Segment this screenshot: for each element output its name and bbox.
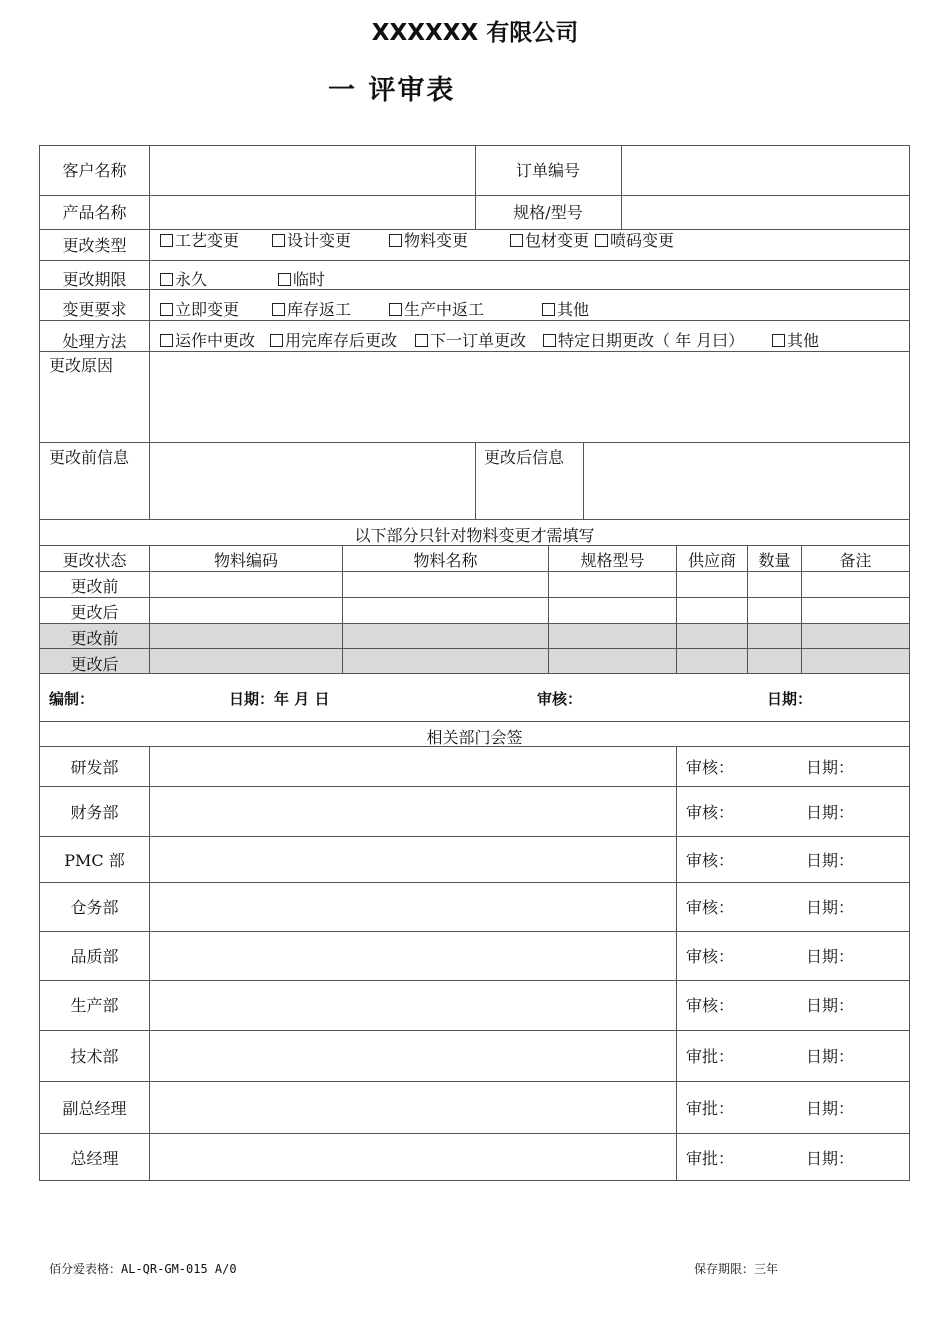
dept-action: 审核： [686, 898, 735, 917]
change-reason-label: 更改原因 [49, 356, 114, 375]
option-design-change[interactable]: 设计变更 [272, 232, 351, 250]
option-process-change[interactable]: 工艺变更 [160, 232, 239, 250]
option-change-after-stock[interactable]: 用完库存后更改 [270, 332, 397, 350]
dept-action: 审批： [686, 1149, 735, 1168]
checkbox-icon[interactable] [772, 334, 785, 347]
checkbox-icon[interactable] [595, 234, 608, 247]
col-material-name: 物料名称 [413, 551, 478, 570]
review-date-label: 日期： [767, 690, 813, 708]
checkbox-icon[interactable] [415, 334, 428, 347]
material-row-label: 更改前 [70, 629, 119, 648]
dept-date: 日期： [806, 758, 855, 777]
checkbox-icon[interactable] [270, 334, 283, 347]
checkbox-icon[interactable] [543, 334, 556, 347]
reviewer-label: 审核： [537, 690, 583, 708]
dept-action: 审核： [686, 758, 735, 777]
dept-date: 日期： [806, 898, 855, 917]
form-code: 佰分爱表格：AL-QR-GM-015 A/0 [49, 1262, 237, 1276]
dept-action: 审核： [686, 851, 735, 870]
material-row-label: 更改后 [70, 603, 119, 622]
option-permanent[interactable]: 永久 [160, 271, 207, 289]
company-name: XXXXXX 有限公司 [371, 20, 579, 46]
spec-model-label: 规格/型号 [513, 203, 583, 222]
dept-name: 总经理 [70, 1149, 119, 1168]
countersign-title: 相关部门会签 [426, 728, 523, 747]
dept-date: 日期： [806, 947, 855, 966]
change-period-label: 更改期限 [62, 270, 127, 289]
retention-period: 保存期限：三年 [694, 1262, 779, 1276]
product-name-label: 产品名称 [62, 203, 127, 222]
dept-date: 日期： [806, 1047, 855, 1066]
dept-date: 日期： [806, 803, 855, 822]
option-packaging-change[interactable]: 包材变更 [510, 232, 589, 250]
dept-name: 研发部 [70, 758, 119, 777]
dept-action: 审核： [686, 996, 735, 1015]
option-temporary[interactable]: 临时 [278, 271, 325, 289]
option-specific-date-change[interactable]: 特定日期更改（ 年 月曰） [543, 332, 744, 350]
col-remarks: 备注 [839, 551, 872, 570]
checkbox-icon[interactable] [389, 234, 402, 247]
material-row-label: 更改前 [70, 577, 119, 596]
before-info-label: 更改前信息 [49, 448, 130, 467]
dept-action: 审核： [686, 803, 735, 822]
dept-name: PMC 部 [64, 851, 125, 870]
checkbox-icon[interactable] [510, 234, 523, 247]
editor-label: 编制： [49, 690, 95, 708]
change-type-label: 更改类型 [62, 236, 127, 255]
checkbox-icon[interactable] [272, 303, 285, 316]
checkbox-icon[interactable] [389, 303, 402, 316]
form-title: 一 评审表 [328, 75, 456, 106]
material-section-note: 以下部分只针对物料变更才需填写 [354, 526, 595, 545]
dept-date: 日期： [806, 1099, 855, 1118]
customer-name-label: 客户名称 [62, 161, 127, 180]
checkbox-icon[interactable] [278, 273, 291, 286]
option-material-change[interactable]: 物料变更 [389, 232, 468, 250]
dept-action: 审批： [686, 1099, 735, 1118]
option-method-other[interactable]: 其他 [772, 332, 819, 350]
dept-name: 技术部 [70, 1047, 119, 1066]
checkbox-icon[interactable] [160, 234, 173, 247]
dept-name: 副总经理 [62, 1099, 127, 1118]
option-production-rework[interactable]: 生产中返工 [389, 301, 484, 319]
dept-date: 日期： [806, 851, 855, 870]
option-stock-rework[interactable]: 库存返工 [272, 301, 351, 319]
col-material-code: 物料编码 [213, 551, 278, 570]
checkbox-icon[interactable] [160, 303, 173, 316]
after-info-label: 更改后信息 [484, 448, 565, 467]
col-spec-model: 规格型号 [580, 551, 645, 570]
option-inkjet-change[interactable]: 喷码变更 [595, 232, 674, 250]
edit-date-label: 日期：年 月 日 [229, 690, 330, 708]
dept-action: 审核： [686, 947, 735, 966]
dept-name: 品质部 [70, 947, 119, 966]
change-requirement-label: 变更要求 [62, 300, 127, 319]
checkbox-icon[interactable] [542, 303, 555, 316]
checkbox-icon[interactable] [160, 334, 173, 347]
dept-date: 日期： [806, 996, 855, 1015]
option-change-in-operation[interactable]: 运作中更改 [160, 332, 255, 350]
option-immediate[interactable]: 立即变更 [160, 301, 239, 319]
material-row-label: 更改后 [70, 655, 119, 674]
col-change-status: 更改状态 [62, 551, 127, 570]
col-supplier: 供应商 [687, 551, 736, 570]
dept-name: 仓务部 [70, 898, 119, 917]
dept-name: 生产部 [70, 996, 119, 1015]
option-next-order-change[interactable]: 下一订单更改 [415, 332, 526, 350]
checkbox-icon[interactable] [160, 273, 173, 286]
option-requirement-other[interactable]: 其他 [542, 301, 589, 319]
handling-method-label: 处理方法 [62, 332, 127, 351]
checkbox-icon[interactable] [272, 234, 285, 247]
order-no-label: 订单编号 [515, 161, 580, 180]
col-quantity: 数量 [758, 551, 791, 570]
dept-action: 审批： [686, 1047, 735, 1066]
dept-date: 日期： [806, 1149, 855, 1168]
dept-name: 财务部 [70, 803, 119, 822]
